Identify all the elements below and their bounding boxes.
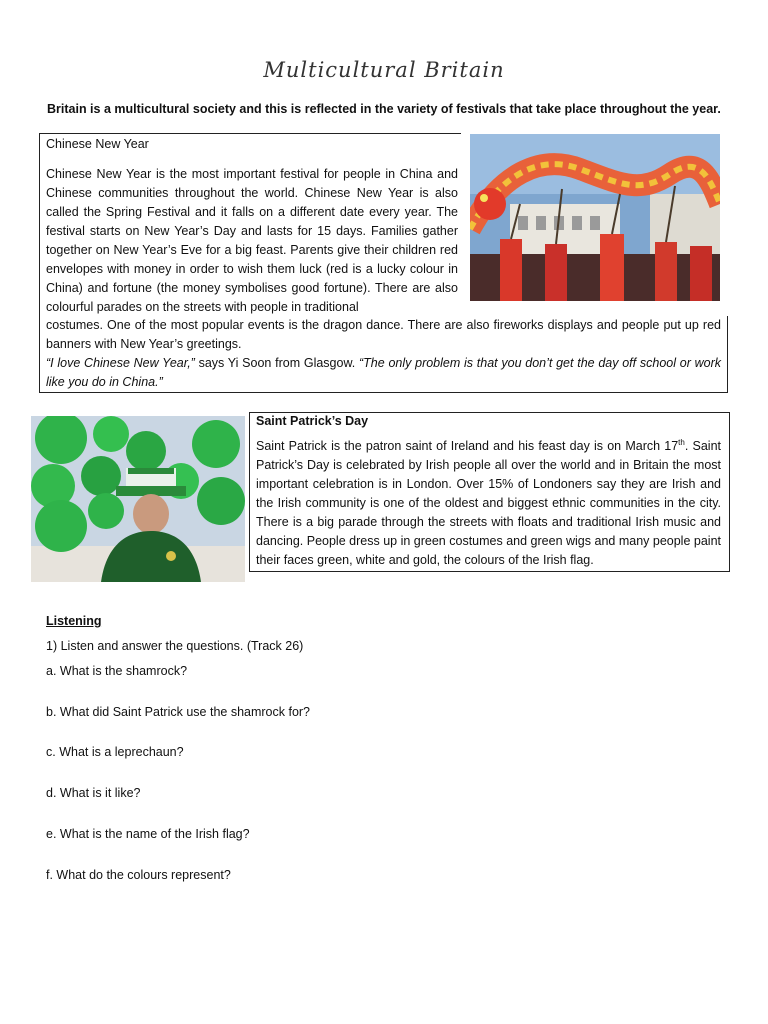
listening-instruction: 1) Listen and answer the questions. (Track 26) <box>46 639 304 653</box>
chinese-new-year-paragraph-continued: costumes. One of the most popular events is the dragon dance. There are also fireworks displays and people put up red banners with New Year’s greetings. <box>46 318 721 351</box>
listening-heading: Listening <box>46 614 102 628</box>
quote-attribution: says Yi Soon from Glasgow. <box>194 356 359 370</box>
intro-text: Britain is a multicultural society and this is reflected in the variety of festivals that take place throughout the year. <box>47 102 721 116</box>
chinese-new-year-heading: Chinese New Year <box>46 137 149 151</box>
dragon-dance-photo <box>470 134 720 301</box>
question-c: c. What is a leprechaun? <box>46 745 184 759</box>
question-e: e. What is the name of the Irish flag? <box>46 827 250 841</box>
question-b: b. What did Saint Patrick use the shamrock for? <box>46 705 311 719</box>
question-a: a. What is the shamrock? <box>46 664 188 678</box>
saint-patricks-photo <box>31 416 245 582</box>
paragraph-text-end: . Saint Patrick’s Day is celebrated by Irish people all over the world and in Britain the most important celebration is in London. Over 15% of Londoners say they are Irish and the Irish community is one of the oldest and biggest ethnic communities in the city. There is a big parade through the streets with floats and traditional Irish music and dancing. People dress up in green costumes and green wigs and many people paint their faces green, white and gold, the colours of the Irish flag. <box>256 439 722 567</box>
quote-part-2: “The only problem is that you don’t get the day off school or work like you do in China.” <box>46 356 721 389</box>
ordinal-suffix: th <box>678 437 685 447</box>
chinese-new-year-quote <box>46 354 721 392</box>
chinese-new-year-paragraph: Chinese New Year is the most important festival for people in China and Chinese communities throughout the world. Chinese New Year is also called the Spring Festival and it falls on a different date every year. The festival starts on New Year’s Day and lasts for 15 days. Families gather together on New Year’s Eve for a big feast. Parents give their children red envelopes with money in order to wish them luck (red is a lucky colour in China) and fortune (the money symbolises good fortune). There are also colourful parades on the streets with people in traditional <box>46 167 458 314</box>
saint-patricks-day-paragraph <box>256 437 721 570</box>
paragraph-text-start: Saint Patrick is the patron saint of Ireland and his feast day is on March 17 <box>256 439 679 453</box>
saint-patricks-day-heading: Saint Patrick’s Day <box>256 414 369 428</box>
page-title: Multicultural Britain <box>263 58 505 82</box>
question-f: f. What do the colours represent? <box>46 868 231 882</box>
quote-part-1: “I love Chinese New Year,” <box>46 356 195 370</box>
question-d: d. What is it like? <box>46 786 141 800</box>
